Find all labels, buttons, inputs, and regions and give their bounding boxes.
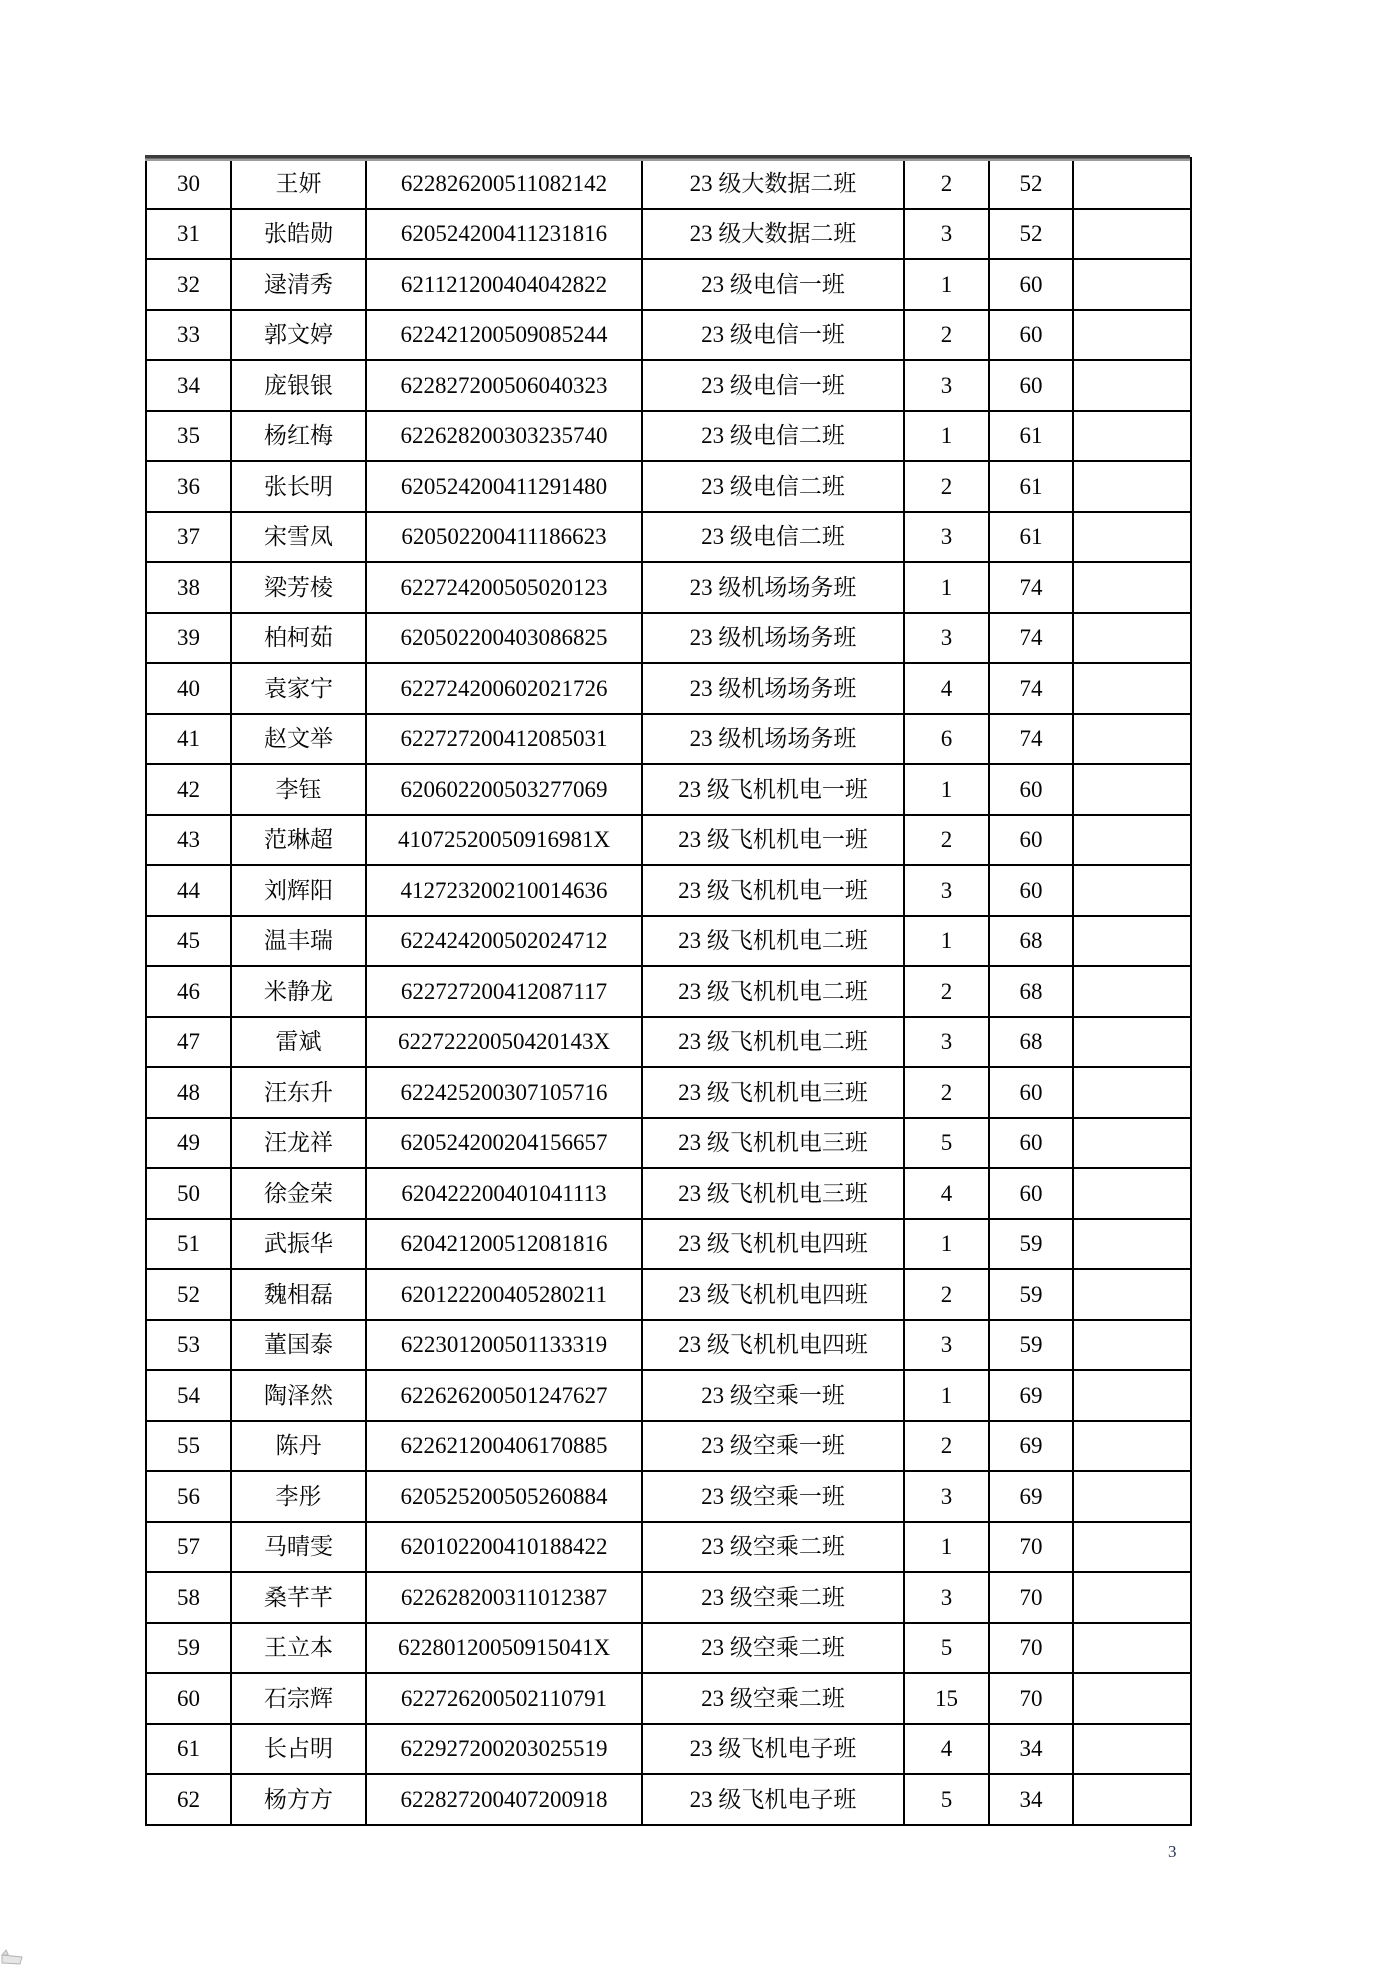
index-cell: 48 (146, 1067, 231, 1118)
id-number-cell: 62280120050915041X (366, 1623, 642, 1674)
score-cell: 69 (989, 1421, 1073, 1472)
id-number-cell: 622424200502024712 (366, 916, 642, 967)
note-cell (1073, 209, 1191, 260)
score-cell: 69 (989, 1370, 1073, 1421)
note-cell (1073, 1370, 1191, 1421)
folder-icon (1, 1949, 25, 1965)
table-row (146, 1168, 1191, 1219)
id-number-cell: 622724200505020123 (366, 562, 642, 613)
index-cell: 52 (146, 1269, 231, 1320)
table-row (146, 562, 1191, 613)
id-number-cell: 620502200411186623 (366, 512, 642, 563)
note-cell (1073, 966, 1191, 1017)
class-name-cell: 23 级飞机电子班 (642, 1774, 904, 1825)
name-cell: 袁家宁 (231, 663, 366, 714)
note-cell (1073, 815, 1191, 866)
note-cell (1073, 1421, 1191, 1472)
rank-cell: 4 (904, 1168, 989, 1219)
table-row (146, 158, 1191, 209)
id-number-cell: 622626200501247627 (366, 1370, 642, 1421)
score-cell: 59 (989, 1219, 1073, 1270)
class-name-cell: 23 级电信二班 (642, 411, 904, 462)
score-cell: 70 (989, 1623, 1073, 1674)
name-cell: 徐金荣 (231, 1168, 366, 1219)
rank-cell: 1 (904, 562, 989, 613)
name-cell: 柏柯茹 (231, 613, 366, 664)
rank-cell: 3 (904, 613, 989, 664)
index-cell: 50 (146, 1168, 231, 1219)
id-number-cell: 621121200404042822 (366, 259, 642, 310)
index-cell: 39 (146, 613, 231, 664)
class-name-cell: 23 级飞机机电三班 (642, 1168, 904, 1219)
index-cell: 37 (146, 512, 231, 563)
rank-cell: 3 (904, 209, 989, 260)
id-number-cell: 620422200401041113 (366, 1168, 642, 1219)
id-number-cell: 620502200403086825 (366, 613, 642, 664)
name-cell: 长占明 (231, 1724, 366, 1775)
index-cell: 35 (146, 411, 231, 462)
class-name-cell: 23 级机场场务班 (642, 714, 904, 765)
name-cell: 逯清秀 (231, 259, 366, 310)
index-cell: 51 (146, 1219, 231, 1270)
id-number-cell: 622927200203025519 (366, 1724, 642, 1775)
rank-cell: 2 (904, 461, 989, 512)
name-cell: 李彤 (231, 1471, 366, 1522)
rank-cell: 2 (904, 815, 989, 866)
note-cell (1073, 512, 1191, 563)
score-cell: 68 (989, 916, 1073, 967)
name-cell: 范琳超 (231, 815, 366, 866)
note-cell (1073, 360, 1191, 411)
name-cell: 桑芊芊 (231, 1572, 366, 1623)
rank-cell: 1 (904, 1522, 989, 1573)
class-name-cell: 23 级飞机机电三班 (642, 1067, 904, 1118)
class-name-cell: 23 级飞机机电四班 (642, 1320, 904, 1371)
index-cell: 33 (146, 310, 231, 361)
class-name-cell: 23 级空乘二班 (642, 1673, 904, 1724)
note-cell (1073, 916, 1191, 967)
index-cell: 60 (146, 1673, 231, 1724)
name-cell: 赵文举 (231, 714, 366, 765)
index-cell: 31 (146, 209, 231, 260)
note-cell (1073, 865, 1191, 916)
table-row (146, 966, 1191, 1017)
name-cell: 刘辉阳 (231, 865, 366, 916)
id-number-cell: 622726200502110791 (366, 1673, 642, 1724)
name-cell: 郭文婷 (231, 310, 366, 361)
table-row (146, 1067, 1191, 1118)
class-name-cell: 23 级飞机机电四班 (642, 1269, 904, 1320)
index-cell: 54 (146, 1370, 231, 1421)
index-cell: 44 (146, 865, 231, 916)
class-name-cell: 23 级飞机机电二班 (642, 966, 904, 1017)
id-number-cell: 622827200407200918 (366, 1774, 642, 1825)
index-cell: 61 (146, 1724, 231, 1775)
rank-cell: 1 (904, 411, 989, 462)
page-number: 3 (1168, 1842, 1177, 1861)
score-cell: 74 (989, 613, 1073, 664)
rank-cell: 3 (904, 1471, 989, 1522)
index-cell: 57 (146, 1522, 231, 1573)
score-cell: 34 (989, 1724, 1073, 1775)
score-cell: 74 (989, 714, 1073, 765)
note-cell (1073, 158, 1191, 209)
rank-cell: 2 (904, 1067, 989, 1118)
table-row (146, 1118, 1191, 1169)
class-name-cell: 23 级机场场务班 (642, 613, 904, 664)
table-row (146, 764, 1191, 815)
name-cell: 雷斌 (231, 1017, 366, 1068)
rank-cell: 2 (904, 1421, 989, 1472)
name-cell: 王妍 (231, 158, 366, 209)
name-cell: 马晴雯 (231, 1522, 366, 1573)
note-cell (1073, 1118, 1191, 1169)
name-cell: 魏相磊 (231, 1269, 366, 1320)
name-cell: 汪龙祥 (231, 1118, 366, 1169)
class-name-cell: 23 级电信一班 (642, 360, 904, 411)
rank-cell: 1 (904, 259, 989, 310)
rank-cell: 5 (904, 1623, 989, 1674)
id-number-cell: 412723200210014636 (366, 865, 642, 916)
score-cell: 34 (989, 1774, 1073, 1825)
rank-cell: 1 (904, 1219, 989, 1270)
id-number-cell: 620102200410188422 (366, 1522, 642, 1573)
score-cell: 68 (989, 966, 1073, 1017)
index-cell: 46 (146, 966, 231, 1017)
id-number-cell: 620524200411291480 (366, 461, 642, 512)
id-number-cell: 622724200602021726 (366, 663, 642, 714)
rank-cell: 3 (904, 512, 989, 563)
class-name-cell: 23 级电信一班 (642, 259, 904, 310)
class-name-cell: 23 级机场场务班 (642, 663, 904, 714)
table-row (146, 663, 1191, 714)
index-cell: 58 (146, 1572, 231, 1623)
id-number-cell: 62272220050420143X (366, 1017, 642, 1068)
table-row (146, 259, 1191, 310)
note-cell (1073, 259, 1191, 310)
index-cell: 32 (146, 259, 231, 310)
index-cell: 47 (146, 1017, 231, 1068)
index-cell: 62 (146, 1774, 231, 1825)
note-cell (1073, 1219, 1191, 1270)
note-cell (1073, 1623, 1191, 1674)
name-cell: 王立本 (231, 1623, 366, 1674)
score-cell: 59 (989, 1320, 1073, 1371)
score-cell: 60 (989, 259, 1073, 310)
id-number-cell: 620122200405280211 (366, 1269, 642, 1320)
score-cell: 70 (989, 1522, 1073, 1573)
score-cell: 61 (989, 461, 1073, 512)
table-row (146, 1017, 1191, 1068)
table-row (146, 310, 1191, 361)
index-cell: 38 (146, 562, 231, 613)
score-cell: 74 (989, 562, 1073, 613)
score-cell: 68 (989, 1017, 1073, 1068)
class-name-cell: 23 级飞机机电一班 (642, 764, 904, 815)
note-cell (1073, 562, 1191, 613)
table-row (146, 1269, 1191, 1320)
table-row (146, 1522, 1191, 1573)
note-cell (1073, 1017, 1191, 1068)
note-cell (1073, 1522, 1191, 1573)
class-name-cell: 23 级空乘一班 (642, 1370, 904, 1421)
score-cell: 60 (989, 360, 1073, 411)
name-cell: 梁芳棱 (231, 562, 366, 613)
name-cell: 陶泽然 (231, 1370, 366, 1421)
name-cell: 张皓勋 (231, 209, 366, 260)
name-cell: 温丰瑞 (231, 916, 366, 967)
index-cell: 55 (146, 1421, 231, 1472)
note-cell (1073, 1724, 1191, 1775)
class-name-cell: 23 级空乘一班 (642, 1421, 904, 1472)
score-cell: 70 (989, 1673, 1073, 1724)
note-cell (1073, 1471, 1191, 1522)
student-roster-body (146, 158, 1191, 1825)
table-row (146, 512, 1191, 563)
rank-cell: 5 (904, 1774, 989, 1825)
class-name-cell: 23 级飞机机电一班 (642, 865, 904, 916)
name-cell: 汪东升 (231, 1067, 366, 1118)
rank-cell: 15 (904, 1673, 989, 1724)
note-cell (1073, 411, 1191, 462)
id-number-cell: 620524200411231816 (366, 209, 642, 260)
id-number-cell: 620602200503277069 (366, 764, 642, 815)
rank-cell: 1 (904, 1370, 989, 1421)
id-number-cell: 622628200303235740 (366, 411, 642, 462)
note-cell (1073, 1067, 1191, 1118)
index-cell: 30 (146, 158, 231, 209)
id-number-cell: 622421200509085244 (366, 310, 642, 361)
id-number-cell: 41072520050916981X (366, 815, 642, 866)
class-name-cell: 23 级飞机机电二班 (642, 1017, 904, 1068)
name-cell: 庞银银 (231, 360, 366, 411)
score-cell: 70 (989, 1572, 1073, 1623)
table-row (146, 1219, 1191, 1270)
rank-cell: 4 (904, 663, 989, 714)
index-cell: 40 (146, 663, 231, 714)
index-cell: 49 (146, 1118, 231, 1169)
table-top-border (145, 155, 1190, 161)
name-cell: 陈丹 (231, 1421, 366, 1472)
rank-cell: 1 (904, 916, 989, 967)
index-cell: 36 (146, 461, 231, 512)
id-number-cell: 622727200412087117 (366, 966, 642, 1017)
class-name-cell: 23 级飞机机电三班 (642, 1118, 904, 1169)
table-row (146, 613, 1191, 664)
student-roster-table (145, 157, 1192, 1826)
id-number-cell: 622628200311012387 (366, 1572, 642, 1623)
score-cell: 60 (989, 815, 1073, 866)
index-cell: 41 (146, 714, 231, 765)
table-row (146, 1673, 1191, 1724)
rank-cell: 2 (904, 966, 989, 1017)
name-cell: 杨方方 (231, 1774, 366, 1825)
name-cell: 董国泰 (231, 1320, 366, 1371)
note-cell (1073, 1168, 1191, 1219)
table-row (146, 865, 1191, 916)
score-cell: 60 (989, 1168, 1073, 1219)
rank-cell: 3 (904, 360, 989, 411)
id-number-cell: 622826200511082142 (366, 158, 642, 209)
score-cell: 74 (989, 663, 1073, 714)
table-row (146, 1724, 1191, 1775)
score-cell: 52 (989, 158, 1073, 209)
class-name-cell: 23 级大数据二班 (642, 158, 904, 209)
index-cell: 56 (146, 1471, 231, 1522)
table-row (146, 1370, 1191, 1421)
name-cell: 宋雪凤 (231, 512, 366, 563)
class-name-cell: 23 级飞机机电四班 (642, 1219, 904, 1270)
score-cell: 69 (989, 1471, 1073, 1522)
table-row (146, 1623, 1191, 1674)
rank-cell: 4 (904, 1724, 989, 1775)
table-row (146, 714, 1191, 765)
table-row (146, 1320, 1191, 1371)
table-row (146, 1774, 1191, 1825)
class-name-cell: 23 级空乘一班 (642, 1471, 904, 1522)
note-cell (1073, 613, 1191, 664)
table-row (146, 461, 1191, 512)
rank-cell: 3 (904, 1320, 989, 1371)
name-cell: 李钰 (231, 764, 366, 815)
score-cell: 52 (989, 209, 1073, 260)
note-cell (1073, 1269, 1191, 1320)
rank-cell: 3 (904, 865, 989, 916)
class-name-cell: 23 级空乘二班 (642, 1522, 904, 1573)
score-cell: 61 (989, 512, 1073, 563)
class-name-cell: 23 级电信二班 (642, 461, 904, 512)
table-row (146, 411, 1191, 462)
note-cell (1073, 714, 1191, 765)
note-cell (1073, 1673, 1191, 1724)
table-row (146, 1421, 1191, 1472)
note-cell (1073, 1572, 1191, 1623)
score-cell: 59 (989, 1269, 1073, 1320)
index-cell: 34 (146, 360, 231, 411)
note-cell (1073, 310, 1191, 361)
id-number-cell: 620525200505260884 (366, 1471, 642, 1522)
id-number-cell: 622621200406170885 (366, 1421, 642, 1472)
class-name-cell: 23 级大数据二班 (642, 209, 904, 260)
note-cell (1073, 764, 1191, 815)
id-number-cell: 622425200307105716 (366, 1067, 642, 1118)
index-cell: 59 (146, 1623, 231, 1674)
rank-cell: 5 (904, 1118, 989, 1169)
class-name-cell: 23 级飞机机电一班 (642, 815, 904, 866)
rank-cell: 6 (904, 714, 989, 765)
class-name-cell: 23 级空乘二班 (642, 1572, 904, 1623)
index-cell: 45 (146, 916, 231, 967)
note-cell (1073, 461, 1191, 512)
table-row (146, 1471, 1191, 1522)
id-number-cell: 622827200506040323 (366, 360, 642, 411)
table-row (146, 1572, 1191, 1623)
name-cell: 武振华 (231, 1219, 366, 1270)
score-cell: 60 (989, 1118, 1073, 1169)
class-name-cell: 23 级电信二班 (642, 512, 904, 563)
score-cell: 60 (989, 865, 1073, 916)
rank-cell: 2 (904, 1269, 989, 1320)
note-cell (1073, 663, 1191, 714)
table-row (146, 360, 1191, 411)
rank-cell: 2 (904, 310, 989, 361)
name-cell: 杨红梅 (231, 411, 366, 462)
note-cell (1073, 1320, 1191, 1371)
score-cell: 60 (989, 764, 1073, 815)
name-cell: 张长明 (231, 461, 366, 512)
name-cell: 石宗辉 (231, 1673, 366, 1724)
score-cell: 60 (989, 1067, 1073, 1118)
index-cell: 53 (146, 1320, 231, 1371)
name-cell: 米静龙 (231, 966, 366, 1017)
rank-cell: 3 (904, 1572, 989, 1623)
index-cell: 43 (146, 815, 231, 866)
class-name-cell: 23 级电信一班 (642, 310, 904, 361)
rank-cell: 1 (904, 764, 989, 815)
id-number-cell: 622301200501133319 (366, 1320, 642, 1371)
table-row (146, 916, 1191, 967)
rank-cell: 2 (904, 158, 989, 209)
score-cell: 60 (989, 310, 1073, 361)
note-cell (1073, 1774, 1191, 1825)
class-name-cell: 23 级空乘二班 (642, 1623, 904, 1674)
table-row (146, 209, 1191, 260)
class-name-cell: 23 级飞机电子班 (642, 1724, 904, 1775)
id-number-cell: 620421200512081816 (366, 1219, 642, 1270)
score-cell: 61 (989, 411, 1073, 462)
class-name-cell: 23 级飞机机电二班 (642, 916, 904, 967)
id-number-cell: 620524200204156657 (366, 1118, 642, 1169)
table-row (146, 815, 1191, 866)
rank-cell: 3 (904, 1017, 989, 1068)
id-number-cell: 622727200412085031 (366, 714, 642, 765)
index-cell: 42 (146, 764, 231, 815)
class-name-cell: 23 级机场场务班 (642, 562, 904, 613)
